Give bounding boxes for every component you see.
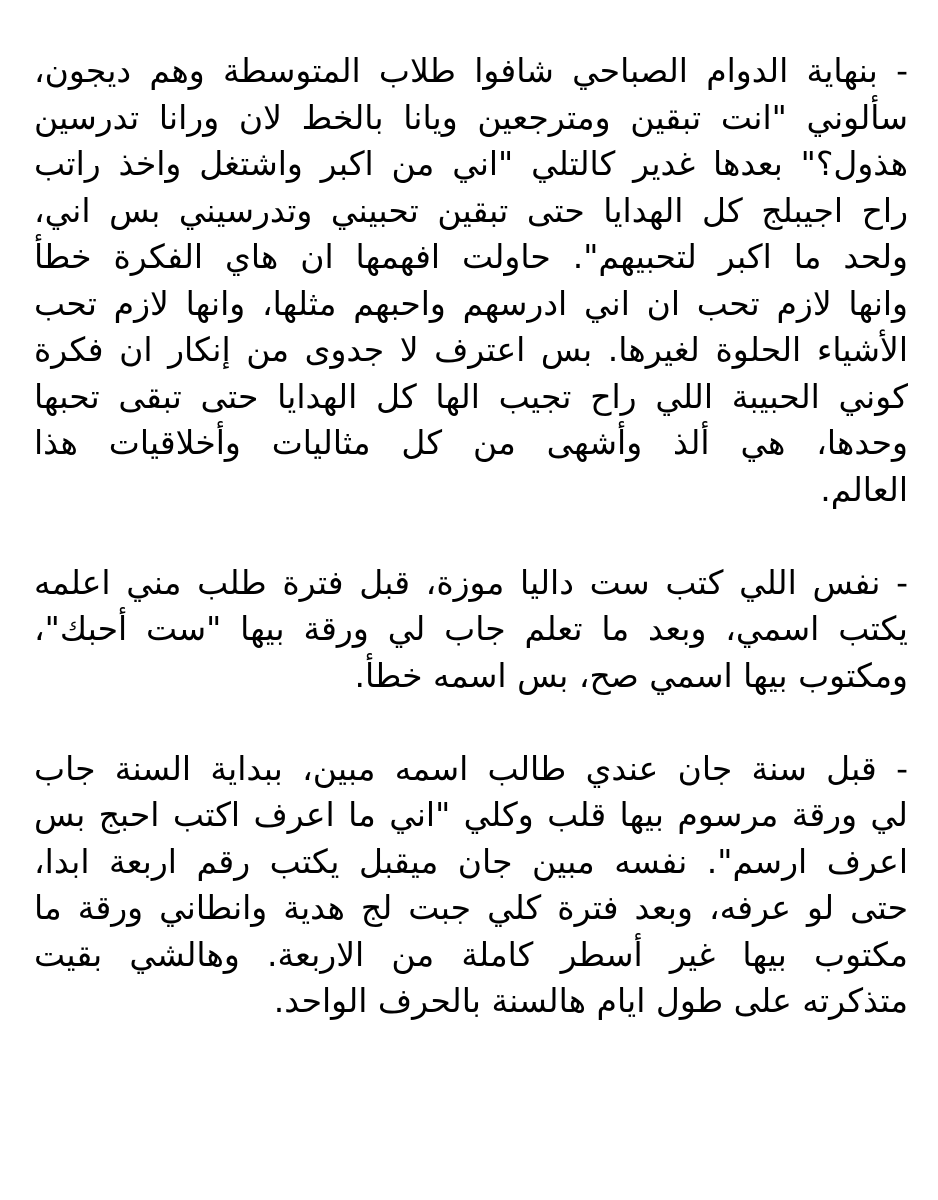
text-line: كوني الحبيبة اللي راح تجيب الها كل الهدايا حتى تبقى تحبها [34,376,908,416]
text-line: العالم. [820,469,908,509]
text-line: راح اجيبلج كل الهدايا حتى تبقين تحبيني وتدرسيني بس اني، [34,190,908,230]
paragraph-spacer [34,699,908,746]
text-line: اعرف ارسم". نفسه مبين جان ميقبل يكتب رقم اربعة ابدا، [34,841,908,881]
paragraph-spacer [34,513,908,560]
text-line: متذكرته على طول ايام هالسنة بالحرف الواحد. [273,981,908,1020]
text-line: ولحد ما اكبر لتحبيهم". حاولت افهمها ان هاي الفكرة خطأ [34,237,908,276]
paragraph-3 [34,746,908,1025]
text-line: وحدها، هي ألذ وأشهى من كل مثاليات وأخلاقيات هذا [34,423,908,462]
text-line: يكتب اسمي، وبعد ما تعلم جاب لي ورقة بيها "ست أحبك"، [34,609,908,648]
text-line: - قبل سنة جان عندي طالب اسمه مبين، ببداية السنة جاب [34,748,908,788]
text-line: حتى لو عرفه، وبعد فترة كلي جبت لج هدية وانطاني ورقة ما [34,888,908,927]
text-line: لي ورقة مرسوم بيها قلب وكلي "اني ما اعرف اكتب احبج بس [34,795,908,834]
text-line: - بنهاية الدوام الصباحي شافوا طلاب المتوسطة وهم ديجون، [34,51,908,90]
text-line: هذول؟" بعدها غدير كالتلي "اني من اكبر واشتغل واخذ راتب [34,144,908,183]
text-line: مكتوب بيها غير أسطر كاملة من الاربعة. وهالشي بقيت [34,934,908,974]
text-line: الأشياء الحلوة لغيرها. بس اعترف لا جدوى من إنكار ان فكرة [34,330,908,369]
text-line: وانها لازم تحب ان اني ادرسهم واحبهم مثلها، وانها لازم تحب [34,283,908,323]
paragraph-1 [34,48,908,513]
text-line: سألوني "انت تبقين ومترجعين ويانا بالخط لان ورانا تدرسين [34,97,908,137]
text-line: - نفس اللي كتب ست داليا موزة، قبل فترة طلب مني اعلمه [34,562,908,602]
text-line: ومكتوب بيها اسمي صح، بس اسمه خطأ. [354,655,908,695]
paragraph-2 [34,560,908,700]
